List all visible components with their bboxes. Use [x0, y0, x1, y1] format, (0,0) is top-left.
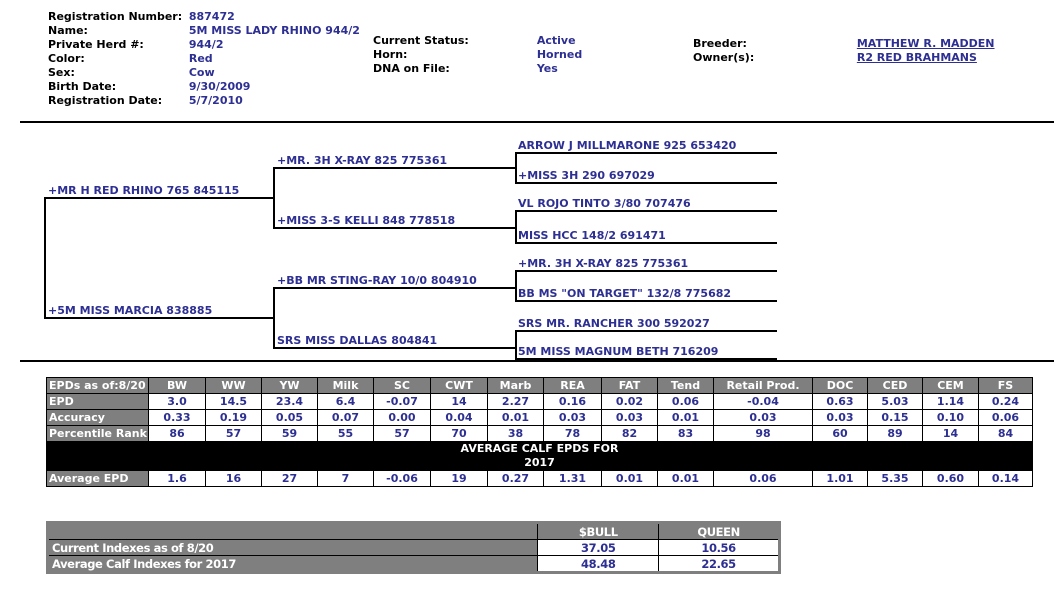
epd-col-header: Tend [658, 378, 714, 394]
current-indexes-row [48, 540, 780, 556]
epd-cell: 5.03 [868, 394, 923, 410]
epd-cell: 0.06 [714, 471, 813, 487]
index-cell: 22.65 [659, 556, 780, 573]
epd-cell: 0.05 [262, 410, 318, 426]
pedigree-line [273, 167, 517, 169]
epd-cell: 14.5 [206, 394, 262, 410]
index-col-header: QUEEN [659, 523, 780, 540]
pedigree-dam-dam-link[interactable]: SRS MISS DALLAS 804841 [277, 334, 438, 347]
field-label: DNA on File: [373, 62, 450, 75]
epd-corner-label: EPDs as of:8/20 [47, 378, 149, 394]
pedigree-line [515, 330, 777, 332]
epd-cell: 57 [374, 426, 431, 442]
epd-table-section [46, 377, 1033, 487]
epd-col-header: BW [149, 378, 206, 394]
pedigree-line [515, 152, 777, 154]
epd-col-header: Milk [318, 378, 374, 394]
bottom-divider [20, 360, 1054, 362]
field-label: Birth Date: [48, 80, 117, 93]
epd-cell: 3.0 [149, 394, 206, 410]
epd-cell: 23.4 [262, 394, 318, 410]
epd-col-header: FAT [602, 378, 658, 394]
epd-cell: 60 [813, 426, 868, 442]
pedigree-line [515, 300, 777, 302]
epd-col-header: SC [374, 378, 431, 394]
epd-cell: 1.6 [149, 471, 206, 487]
epd-cell: 0.02 [602, 394, 658, 410]
epd-cell: 0.06 [658, 394, 714, 410]
epd-cell: 0.14 [979, 471, 1033, 487]
index-cell: 48.48 [538, 556, 659, 573]
info-row-breeder [693, 37, 995, 51]
field-value: Horned [536, 48, 583, 61]
info-row-sex [48, 66, 360, 80]
epd-cell: 0.33 [149, 410, 206, 426]
epd-cell: 16 [206, 471, 262, 487]
pedigree-sire-dam-sire-link[interactable]: VL ROJO TINTO 3/80 707476 [518, 197, 691, 210]
epd-cell: 57 [206, 426, 262, 442]
field-label: Owner(s): [693, 51, 755, 64]
index-col-header: $BULL [538, 523, 659, 540]
epd-cell: 82 [602, 426, 658, 442]
field-value: 9/30/2009 [188, 80, 251, 93]
index-table [46, 521, 781, 574]
accuracy-row [47, 410, 1033, 426]
epd-col-header: Retail Prod. [714, 378, 813, 394]
epd-cell: 38 [488, 426, 544, 442]
field-value: Cow [188, 66, 215, 79]
pedigree-line [44, 197, 275, 199]
epd-col-header: FS [979, 378, 1033, 394]
epd-cell: -0.07 [374, 394, 431, 410]
pedigree-bracket [44, 197, 46, 319]
average-calf-banner [47, 442, 1033, 471]
epd-cell: 19 [431, 471, 488, 487]
info-row-registration-number [48, 10, 360, 24]
field-label: Current Status: [373, 34, 469, 47]
top-divider [20, 121, 1054, 123]
field-value: Yes [536, 62, 558, 75]
pedigree-sire-sire-dam-link[interactable]: +MISS 3H 290 697029 [518, 169, 655, 182]
epd-cell: 0.00 [374, 410, 431, 426]
epd-cell: 0.19 [206, 410, 262, 426]
pedigree-sire-link[interactable]: +MR H RED RHINO 765 845115 [48, 184, 240, 197]
epd-cell: 0.27 [488, 471, 544, 487]
breeder-link[interactable]: MATTHEW R. MADDEN [856, 37, 995, 50]
epd-cell: 14 [923, 426, 979, 442]
epd-cell: 1.14 [923, 394, 979, 410]
pedigree-line [515, 270, 777, 272]
pedigree-dam-sire-link[interactable]: +BB MR STING-RAY 10/0 804910 [277, 274, 477, 287]
epd-cell: 55 [318, 426, 374, 442]
info-row-name [48, 24, 360, 38]
epd-cell: 0.03 [544, 410, 602, 426]
epd-col-header: DOC [813, 378, 868, 394]
epd-cell: 0.01 [488, 410, 544, 426]
pedigree-line [273, 287, 517, 289]
epd-cell: 86 [149, 426, 206, 442]
epd-cell: 0.60 [923, 471, 979, 487]
field-value: 5M MISS LADY RHINO 944/2 [188, 24, 360, 37]
index-row-label: Average Calf Indexes for 2017 [48, 556, 538, 573]
field-label: Color: [48, 52, 85, 65]
field-value: 5/7/2010 [188, 94, 243, 107]
index-cell: 37.05 [538, 540, 659, 556]
pedigree-bracket [515, 210, 517, 244]
pedigree-bracket [515, 270, 517, 302]
epd-col-header: Marb [488, 378, 544, 394]
epd-col-header: WW [206, 378, 262, 394]
epd-cell: 14 [431, 394, 488, 410]
field-value: 944/2 [188, 38, 224, 51]
average-calf-indexes-row [48, 556, 780, 573]
breeder-owner-block [693, 37, 995, 65]
percentile-row [47, 426, 1033, 442]
epd-cell: -0.04 [714, 394, 813, 410]
pedigree-dam-link[interactable]: +5M MISS MARCIA 838885 [48, 304, 213, 317]
pedigree-sire-dam-link[interactable]: +MISS 3-S KELLI 848 778518 [277, 214, 456, 227]
epd-cell: 0.01 [658, 471, 714, 487]
epd-cell: 1.31 [544, 471, 602, 487]
index-corner-cell [48, 523, 538, 540]
epd-row-label: Accuracy [47, 410, 149, 426]
epd-cell: 0.07 [318, 410, 374, 426]
field-label: Name: [48, 24, 88, 37]
index-row-label: Current Indexes as of 8/20 [48, 540, 538, 556]
epd-cell: 0.06 [979, 410, 1033, 426]
epd-col-header: CED [868, 378, 923, 394]
epd-cell: -0.06 [374, 471, 431, 487]
pedigree-sire-sire-link[interactable]: +MR. 3H X-RAY 825 775361 [277, 154, 448, 167]
pedigree-sire-sire-sire-link[interactable]: ARROW J MILLMARONE 925 653420 [518, 139, 737, 152]
animal-identity-block [48, 10, 360, 108]
field-label: Horn: [373, 48, 408, 61]
status-value: Active [536, 34, 576, 47]
index-table-section [46, 521, 781, 574]
pedigree-bracket [515, 330, 517, 360]
info-row-registration-date [48, 94, 360, 108]
epd-cell: 0.04 [431, 410, 488, 426]
info-row-color [48, 52, 360, 66]
index-cell: 10.56 [659, 540, 780, 556]
epd-cell: 5.35 [868, 471, 923, 487]
epd-col-header: CWT [431, 378, 488, 394]
pedigree-bracket [515, 152, 517, 184]
pedigree-bracket [273, 287, 275, 349]
average-calf-banner-row [47, 442, 1033, 471]
banner-line2: 2017 [524, 456, 555, 469]
epd-row-label: Percentile Rank [47, 426, 149, 442]
field-label: Sex: [48, 66, 75, 79]
pedigree-line [44, 317, 275, 319]
epd-cell: 78 [544, 426, 602, 442]
epd-cell: 70 [431, 426, 488, 442]
pedigree-line [273, 227, 517, 229]
epd-cell: 7 [318, 471, 374, 487]
owner-link[interactable]: R2 RED BRAHMANS [856, 51, 977, 64]
epd-table [46, 377, 1033, 487]
epd-cell: 0.03 [813, 410, 868, 426]
epd-cell: 89 [868, 426, 923, 442]
epd-col-header: YW [262, 378, 318, 394]
pedigree-line [515, 182, 777, 184]
epd-cell: 27 [262, 471, 318, 487]
epd-cell: 0.01 [658, 410, 714, 426]
epd-cell: 98 [714, 426, 813, 442]
banner-line1: AVERAGE CALF EPDS FOR [460, 442, 619, 455]
pedigree-line [515, 242, 777, 244]
pedigree-line [515, 358, 777, 360]
field-value: Red [188, 52, 213, 65]
average-epd-row [47, 471, 1033, 487]
epd-row-label: EPD [47, 394, 149, 410]
epd-col-header: REA [544, 378, 602, 394]
field-value: 887472 [188, 10, 235, 23]
pedigree-line [273, 347, 517, 349]
info-row-horn [373, 48, 582, 62]
info-row-dna-on-file [373, 62, 582, 76]
epd-cell: 0.63 [813, 394, 868, 410]
epd-cell: 0.03 [714, 410, 813, 426]
index-header-row [48, 523, 780, 540]
epd-row [47, 394, 1033, 410]
status-block [373, 34, 582, 76]
epd-cell: 0.03 [602, 410, 658, 426]
epd-cell: 0.15 [868, 410, 923, 426]
epd-cell: 1.01 [813, 471, 868, 487]
epd-cell: 0.24 [979, 394, 1033, 410]
pedigree-line [515, 210, 777, 212]
epd-row-label: Average EPD [47, 471, 149, 487]
info-row-private-herd [48, 38, 360, 52]
field-label: Registration Number: [48, 10, 183, 23]
info-row-owner [693, 51, 995, 65]
epd-cell: 84 [979, 426, 1033, 442]
epd-cell: 0.10 [923, 410, 979, 426]
pedigree-dam-dam-dam-link[interactable]: 5M MISS MAGNUM BETH 716209 [518, 345, 719, 358]
pedigree-dam-sire-sire-link[interactable]: +MR. 3H X-RAY 825 775361 [518, 257, 689, 270]
epd-cell: 83 [658, 426, 714, 442]
epd-cell: 6.4 [318, 394, 374, 410]
field-label: Breeder: [693, 37, 747, 50]
info-row-current-status [373, 34, 582, 48]
epd-cell: 59 [262, 426, 318, 442]
epd-cell: 0.01 [602, 471, 658, 487]
epd-cell: 0.16 [544, 394, 602, 410]
info-row-birth-date [48, 80, 360, 94]
epd-col-header: CEM [923, 378, 979, 394]
pedigree-dam-dam-sire-link[interactable]: SRS MR. RANCHER 300 592027 [518, 317, 710, 330]
pedigree-sire-dam-dam-link[interactable]: MISS HCC 148/2 691471 [518, 229, 666, 242]
epd-cell: 2.27 [488, 394, 544, 410]
field-label: Registration Date: [48, 94, 163, 107]
epd-header-row [47, 378, 1033, 394]
field-label: Private Herd #: [48, 38, 144, 51]
pedigree-bracket [273, 167, 275, 229]
pedigree-dam-sire-dam-link[interactable]: BB MS "ON TARGET" 132/8 775682 [518, 287, 732, 300]
